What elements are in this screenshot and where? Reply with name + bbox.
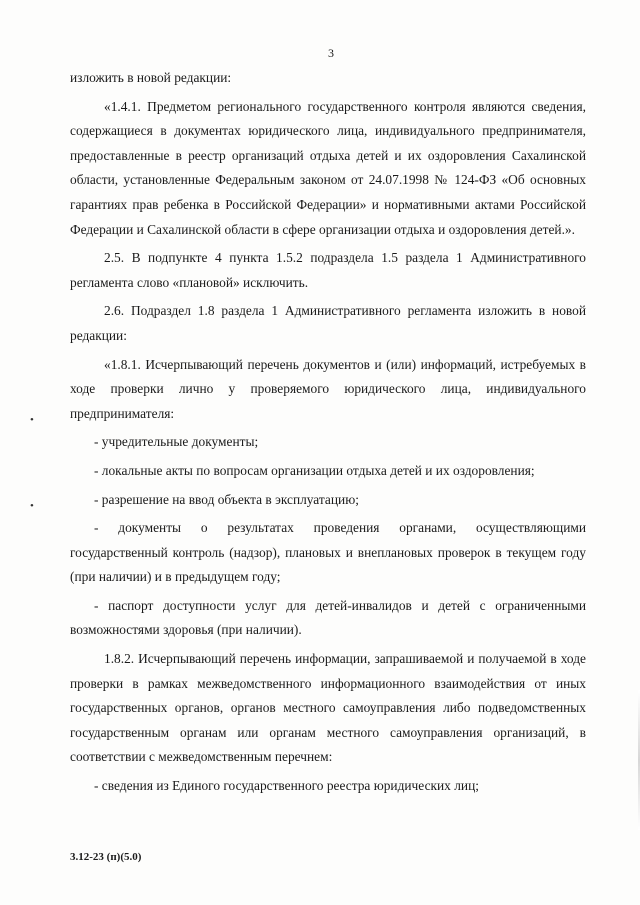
list-item-founding-documents: - учредительные документы; <box>94 434 259 450</box>
margin-mark-icon: • <box>30 500 34 512</box>
paragraph-1-8-2: 1.8.2. Исчерпывающий перечень информации, запрашиваемой и получаемой в ходе проверки в рамках межведомственного информационного взаимодействия от иных государственных органов, органов местного самоуправления либо подведомственных государственным органам или органам местного самоуправления организаций, в соответствии с межведомственным перечнем: <box>70 651 586 765</box>
paragraph-intro: изложить в новой редакции: <box>70 70 232 85</box>
list-item-inspection-results: - документы о результатах проведения органами, осуществляющими государственный контроль (надзор), плановых и внеплановых проверок в текущем году (при наличии) и в предыдущем году; <box>70 520 586 585</box>
page-number: 3 <box>328 46 334 60</box>
list-item-egrul-info: - сведения из Единого государственного реестра юридических лиц; <box>94 778 479 794</box>
paragraph-1-4-1: «1.4.1. Предметом регионального государственного контроля являются сведения, содержащиеся в документах юридического лица, индивидуального предпринимателя, предоставленные в реестр организаций отдыха детей и их оздоровления Сахалинской области, установленные Федеральным законом от 24.07.1998 № 124-ФЗ «Об основных гарантиях прав ребенка в Российской Федерации» и нормативными актами Российской Федерации и Сахалинской области в сфере организации отдыха и оздоровления детей.». <box>70 98 586 237</box>
list-item-commissioning-permit: - разрешение на ввод объекта в эксплуатацию; <box>94 491 359 507</box>
margin-mark-icon: • <box>30 414 34 426</box>
list-item-accessibility-passport: - паспорт доступности услуг для детей-инвалидов и детей с ограниченными возможностями здоровья (при наличии). <box>70 597 586 638</box>
document-body <box>70 66 586 803</box>
paragraph-2-6: 2.6. Подраздел 1.8 раздела 1 Административного регламента изложить в новой редакции: <box>70 303 586 343</box>
paragraph-2-5: 2.5. В подпункте 4 пункта 1.5.2 подраздела 1.5 раздела 1 Административного регламента слово «плановой» исключить. <box>70 250 586 290</box>
paragraph-1-8-1: «1.8.1. Исчерпывающий перечень документов и (или) информаций, истребуемых в ходе проверки лично у проверяемого юридического лица, индивидуального предпринимателя: <box>70 356 586 421</box>
list-item-local-acts: - локальные акты по вопросам организации отдыха детей и их оздоровления; <box>94 462 535 478</box>
document-footer-code: 3.12-23 (п)(5.0) <box>70 851 142 863</box>
